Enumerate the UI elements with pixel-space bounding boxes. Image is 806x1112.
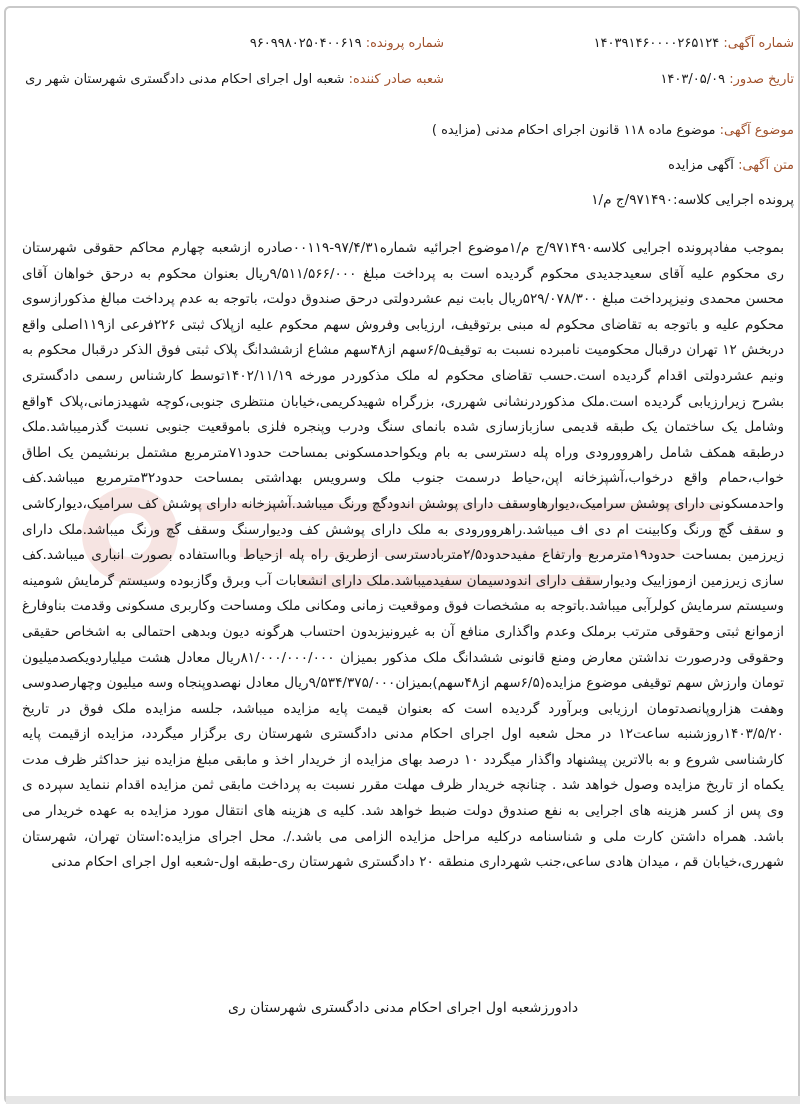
case-number-row (250, 36, 444, 51)
text-title: آگهی مزایده (668, 158, 734, 173)
issue-date-label: تاریخ صدور: (729, 72, 794, 87)
issuing-branch-label: شعبه صادر کننده: (348, 72, 444, 87)
notice-body: بموجب مفادپرونده اجرایی کلاسه۹۷۱۴۹۰/ج م/۱موضوع اجرائیه شماره۹۷/۴/۳۱-۰۰۱۱۹صادره ازشعبه چهارم محاکم حقوقی شهرستان ری محکوم علیه آقای سعیدجدیدی محکوم گردیده است به پرداخت مبلغ ۹/۵۱۱/۵۶۶/۰۰۰ریال بعنوان محکوم به درحق خواهان آقای محسن محمدی ونیزپرداخت مبلغ ۵۲۹/۰۷۸/۳۰۰ریال بابت نیم عشردولتی درحق صندوق دولت، باتوجه به عدم پرداخت مبالغ مذکورازسوی محکوم علیه و باتوجه به تقاضای محکوم له مبنی برتوقیف، ارزیابی وفروش سهم محکوم علیه ازپلاک ثبتی ۲۲۶فرعی از۱۱۹اصلی واقع دربخش ۱۲ تهران درقبال محکومیت نامبرده نسبت به توقیف۶/۵سهم از۴۸سهم مشاع ازششدانگ پلاک ثبتی فوق الذکر درقبال محکوم به ونیم عشردولتی اقدام گردیده است.حسب تقاضای محکوم له ملک مذکوردر مورخه ۱۴۰۲/۱۱/۱۹توسط کارشناس رسمی دادگستری بشرح زیرارزیابی گردیده است.ملک مذکوردرنشانی شهرری، بزرگراه شهیدکریمی،خیابان منتظری جنوبی،کوچه شهیدزمانی،پلاک ۴واقع وشامل یک ساختمان یک طبقه قدیمی سازبازسازی شده بانمای سنگ ودرب وپنجره فلزی باموقعیت جنوبی نسبت گذرمیباشد.ملک درطبقه همکف شامل راهروورودی وراه پله دسترسی به بام ویکواحدمسکونی بمساحت حدود۷۱مترمربع مشتمل برنشیمن یک اطاق خواب،حمام واقع درخواب،آشپزخانه اپن،حیاط درسمت جنوب ملک وسرویس بهداشتی بمساحت حدود۳۲مترمربع میباشد.کف واحدمسکونی دارای پوشش سرامیک،دیوارهاوسقف دارای پوشش اندودگچ ورنگ میباشد.آشپزخانه دارای پوشش کف سرامیک،دیوارکاشی و سقف گچ ورنگ وکابینت ام دی اف میباشد.راهروورودی به ملک دارای پوشش کف ودیوارسنگ وسقف گچ ورنگ میباشد.ملک دارای زیرزمین بمساحت حدود۱۹مترمربع وارتفاع مفیدحدود۲/۵متربادسترسی ازطریق راه پله ازحیاط وبااستفاده بصورت انباری میباشد.کف سازی زیرزمین ازموزاییک ودیوارسقف دارای اندودسیمان سفیدمیباشد.ملک دارای انشعابات آب وبرق وگازبوده وسیستم گرمایش شومینه وسیستم سرمایش کولرآبی میباشد.باتوجه به مشخصات فوق وموقعیت زمانی ومکانی ملک ومساحت وکاربری مسکونی وقدمت بناوفارغ ازموانع ثبتی وحقوقی مترتب برملک وعدم واگذاری منافع آن به غیرونیزبدون احتساب هرگونه دیون وبدهی احتمالی به اشخاص حقیقی وحقوقی ودرصورت نداشتن معارض ومنع قانونی ششدانگ ملک مذکور بمیزان ۸۱/۰۰۰/۰۰۰/۰۰۰ریال معادل هشت میلیاردویکصدمیلیون تومان وارزش سهم توقیفی موضوع مزایده(۶/۵سهم از۴۸سهم)بمیزان۹/۵۳۴/۳۷۵/۰۰۰ریال معادل نهصدوپنجاه وسه میلیون وچهارصدوسی وهفت هزاروپانصدتومان ارزیابی وبرآورد گردیده است که بعنوان قیمت پایه مزایده میباشد، جلسه مزایده ملک فوق در تاریخ ۱۴۰۳/۵/۲۰روزشنبه ساعت۱۲ در محل شعبه اول اجرای احکام مدنی دادگستری شهرستان ری برگزار میگردد، مزایده ازقیمت پایه کارشناسی شروع و به بالاترین پیشنهاد واگذار میگردد ۱۰ درصد بهای مزایده از خریدار اخذ و مابقی مبلغ مزایده نیز حداکثر ظرف مدت یکماه از تاریخ مزایده وصول خواهد شد . چنانچه خریدار ظرف مهلت مقرر نسبت به پرداخت مابقی ثمن مزایده اقدام ننماید سپرده ی وی پس از کسر هزینه های اجرایی به نفع صندوق دولت ضبط خواهد شد. کلیه ی هزینه های انتقال مورد مزایده به عهده خریدار می باشد. همراه داشتن کارت ملی و شناسنامه درکلیه مراحل مزایده الزامی می باشد./. محل اجرای مزایده:استان تهران، شهرستان شهرری،خیابان قم ، میدان هادی ساعی،جنب شهرداری منطقه ۲۰ دادگستری شهرستان ری-طبقه اول-شعبه اول اجرای احکام مدنی (21, 240, 784, 871)
subject-label: موضوع آگهی: (719, 123, 794, 138)
case-number: ۹۶۰۹۹۸۰۲۵۰۴۰۰۶۱۹ (249, 36, 362, 51)
bottom-scrollbar (6, 1096, 800, 1104)
subject-row (432, 123, 794, 138)
case-number-label: شماره پرونده: (365, 36, 444, 51)
text-label: متن آگهی: (738, 158, 794, 173)
issuing-branch-row (25, 72, 444, 87)
subject: موضوع ماده ۱۱۸ قانون اجرای احکام مدنی (مزایده ) (431, 123, 716, 138)
notice-number-label: شماره آگهی: (723, 36, 794, 51)
file-line: پرونده اجرایی کلاسه:۹۷۱۴۹۰/ج م/۱ (591, 192, 794, 208)
notice-number: ۱۴۰۳۹۱۴۶۰۰۰۰۲۶۵۱۲۴ (593, 36, 720, 51)
text-title-row (668, 158, 794, 173)
issue-date-row (660, 72, 794, 87)
issue-date: ۱۴۰۳/۰۵/۰۹ (660, 72, 726, 87)
notice-number-row (594, 36, 794, 51)
issuing-branch: شعبه اول اجرای احکام مدنی دادگستری شهرستان شهر ری (25, 72, 345, 87)
signature-line: دادورزشعبه اول اجرای احکام مدنی دادگستری شهرستان ری (227, 1000, 579, 1016)
